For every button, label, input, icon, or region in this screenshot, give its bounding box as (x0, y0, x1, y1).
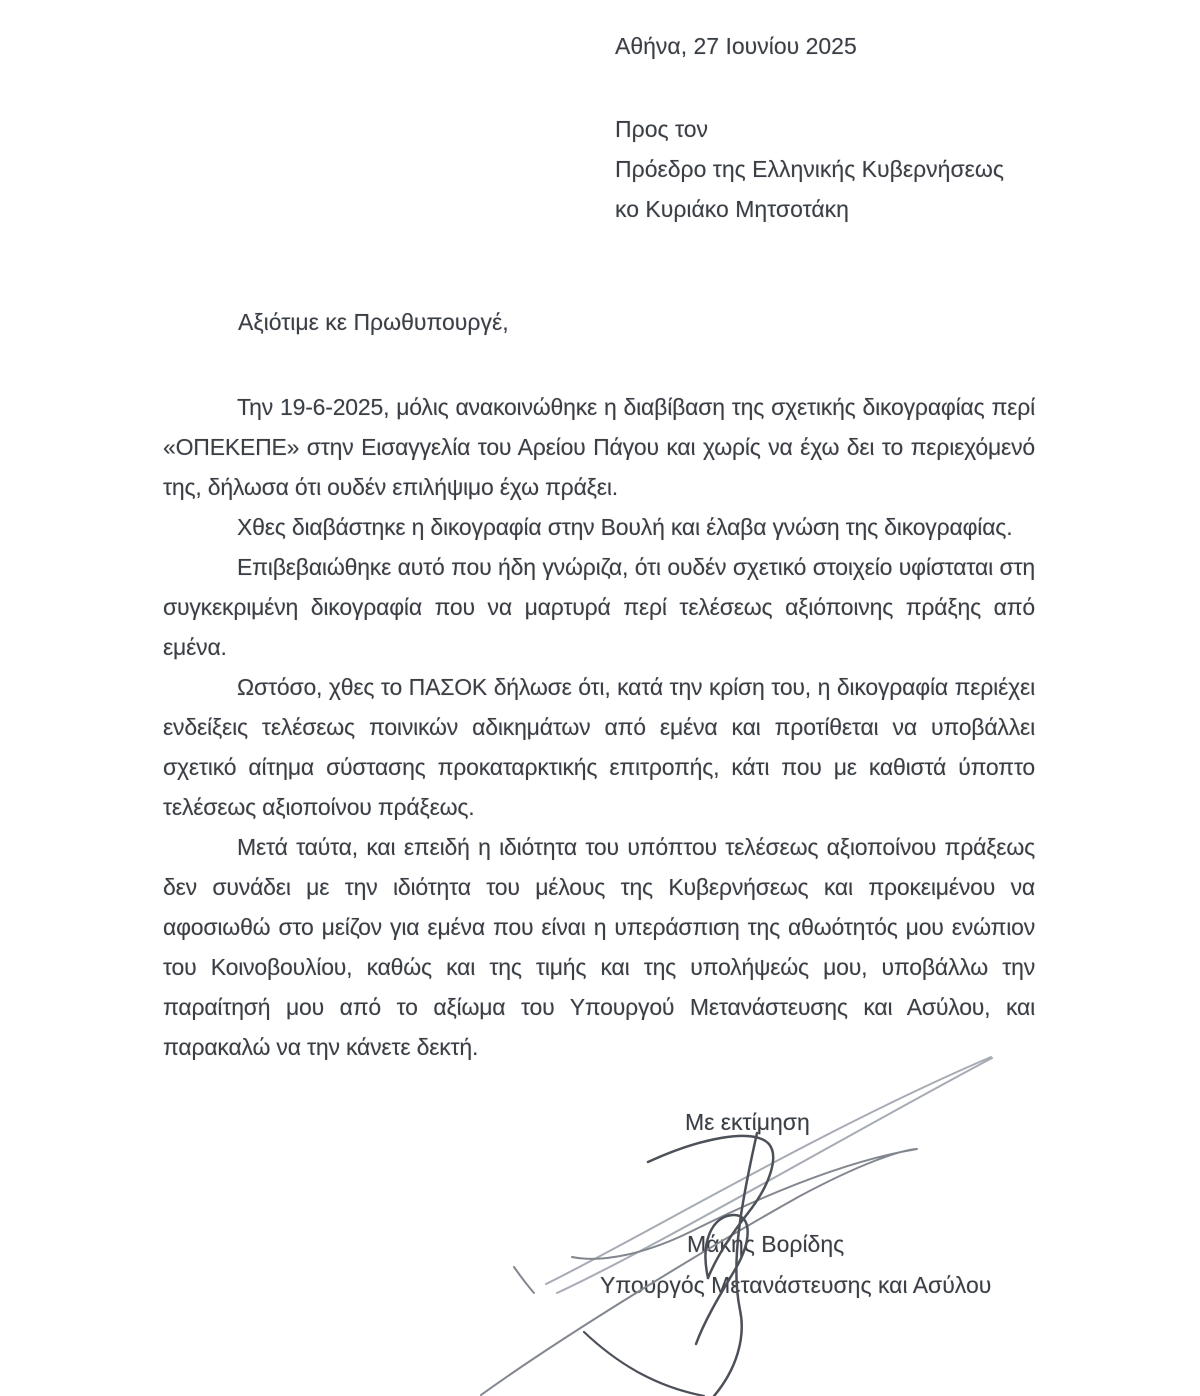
signatory-name: Μάκης Βορίδης (687, 1231, 845, 1257)
letter-date: Αθήνα, 27 Ιουνίου 2025 (615, 33, 857, 59)
paragraph-4: Ωστόσο, χθες το ΠΑΣΟΚ δήλωσε ότι, κατά την κρίση του, η δικογραφία περιέχει ενδείξεις τελέσεως ποινικών αδικημάτων από εμένα και προτίθεται να υποβάλλει σχετικό αίτημα σύστασης προκαταρκτικής επιτροπής, κάτι που με καθιστά ύποπτο τελέσεως αξιοποίνου πράξεως. (163, 674, 1035, 820)
paragraph-5: Μετά ταύτα, και επειδή η ιδιότητα του υπόπτου τελέσεως αξιοποίνου πράξεως δεν συνάδει με την ιδιότητα του μέλους της Κυβερνήσεως και προκειμένου να αφοσιωθώ στο μείζον για εμένα που είναι η υπεράσπιση της αθωότητός μου ενώπιον του Κοινοβουλίου, καθώς και της τιμής και της υπολήψεώς μου, υποβάλλω την παραίτησή μου από το αξίωμα του Υπουργού Μετανάστευσης και Ασύλου, και παρακαλώ να την κάνετε δεκτή. (163, 834, 1035, 1060)
recipient-line-name: κο Κυριάκο Μητσοτάκη (615, 196, 849, 222)
signatory-title: Υπουργός Μετανάστευσης και Ασύλου (600, 1272, 992, 1298)
valediction: Με εκτίμηση (685, 1109, 810, 1135)
letter-body (163, 387, 1035, 1067)
recipient-line-office: Πρόεδρο της Ελληνικής Κυβερνήσεως (615, 156, 1004, 182)
recipient-block (615, 109, 1004, 229)
salutation: Αξιότιμε κε Πρωθυπουργέ, (238, 309, 509, 335)
paragraph-3: Επιβεβαιώθηκε αυτό που ήδη γνώριζα, ότι ουδέν σχετικό στοιχείο υφίσταται στη συγκεκριμένη δικογραφία που να μαρτυρά περί τελέσεως αξιόποινης πράξης από εμένα. (163, 554, 1035, 660)
recipient-line-to: Προς τον (615, 116, 709, 142)
paragraph-1: Την 19-6-2025, μόλις ανακοινώθηκε η διαβίβαση της σχετικής δικογραφίας περί «ΟΠΕΚΕΠΕ» στην Εισαγγελία του Αρείου Πάγου και χωρίς να έχω δει το περιεχόμενό της, δήλωσα ότι ουδέν επιλήψιμο έχω πράξει. (163, 394, 1035, 500)
paragraph-2: Χθες διαβάστηκε η δικογραφία στην Βουλή και έλαβα γνώση της δικογραφίας. (237, 514, 1013, 540)
